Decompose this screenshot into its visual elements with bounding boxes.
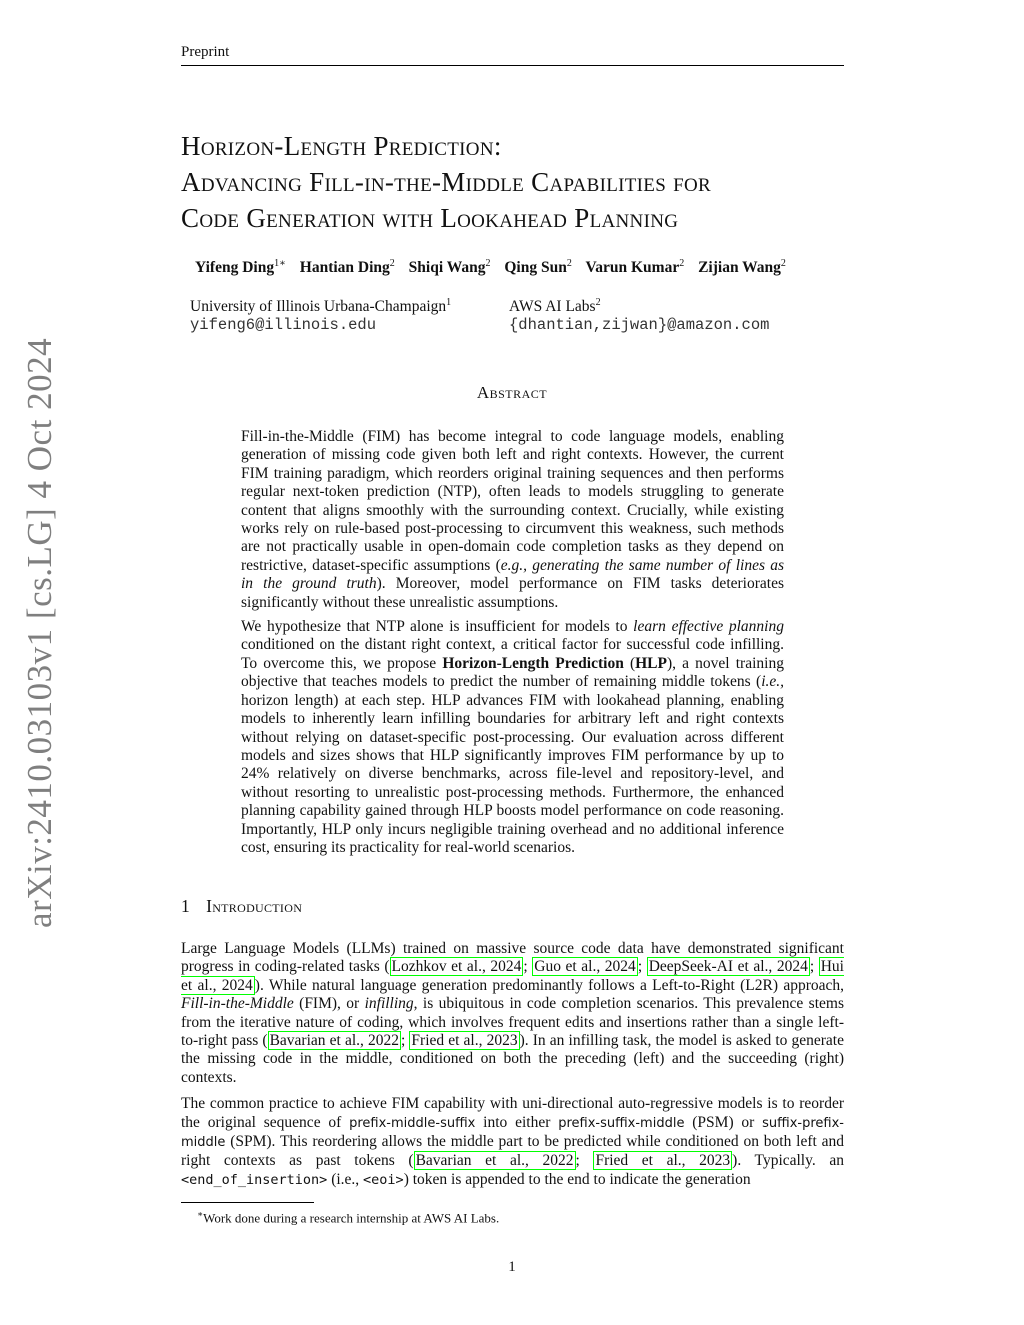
body-paragraph: Large Language Models (LLMs) trained on massive source code data have demonstrated significant progress in coding-related tasks ( Lozhkov et al., 2024 ; Guo et al., 2024 ; DeepSeek-AI et al., 2024 ; Hui et al., 2024 ). While natural language generation predominantly follows a Left-to-Right (L2R) approach, Fill-in-the-Middle (FIM), or infilling, is ubiquitous in code completion scenarios. This prevalence stems from the iterative nature of coding, which involves frequent edits and insertions rather than a single left-to-right pass ( Bavarian et al., 2022 ; Fried et al., 2023 ). In an infilling task, the model is asked to generate the missing code in the middle, conditioned on both the preceding (left) and the succeeding (right) contexts. <box>181 940 845 1086</box>
abstract-body <box>241 428 784 863</box>
author: Varun Kumar$^2$ <box>585 258 685 277</box>
header-rule <box>181 65 844 66</box>
introduction-body <box>181 940 844 1197</box>
title-line-2: Advancing Fill-in-the-Middle Capabilities for <box>181 167 711 197</box>
affiliation-name: University of Illinois Urbana-Champaign <box>190 298 447 316</box>
citation-link[interactable]: Lozhkov et al., 2024 <box>391 958 522 976</box>
affiliation-email: {dhantian,zijwan}@amazon.com <box>509 316 770 335</box>
abstract-paragraph: We hypothesize that NTP alone is insufficient for models to learn effective planning conditioned on the distant right context, a critical factor for successful code infilling. To overcome this, we propose Horizon-Length Prediction (HLP), a novel training objective that teaches models to predict the number of remaining middle tokens (i.e., horizon length) at each step. HLP advances FIM with lookahead planning, enabling models to inherently learn infilling boundaries for arbitrary left and right contexts without relying on dataset-specific post-processing. Our evaluation across different models and sizes shows that HLP significantly improves FIM performance by up to 24% relatively on diverse benchmarks, across file-level and repository-level, and without resorting to unrealistic post-processing methods. Furthermore, the enhanced planning capability gained through HLP boosts model performance on code reasoning. Importantly, HLP only incurs negligible training overhead and no additional inference cost, ensuring its practicality for real-world scenarios. <box>241 618 784 856</box>
arxiv-stamp: arXiv:2410.03103v1 [cs.LG] 4 Oct 2024 <box>20 337 59 928</box>
body-paragraph: The common practice to achieve FIM capability with uni-directional auto-regressive models is to reorder the original sequence of prefix-middle-suffix into either prefix-suffix-middle (PSM) or suffix-prefix-middle (SPM). This reordering allows the middle part to be predicted while conditioned on both left and right contexts as past tokens ( Bavarian et al., 2022 ; Fried et al., 2023 ). Typically. an <end_of_insertion> (i.e., <eoi>) token is appended to the end to indicate the generation <box>181 1095 845 1188</box>
footnote-rule <box>181 1202 314 1203</box>
abstract-paragraph: Fill-in-the-Middle (FIM) has become integral to code language models, enabling generation of missing code given both left and right contexts. However, the current FIM training paradigm, which reorders original training sequences and then performs regular next-token prediction (NTP), often leads to models struggling to generate content that aligns smoothly with the surrounding context. Crucially, while existing works rely on rule-based post-processing to circumvent this weakness, such methods are not practically usable in open-domain code completion tasks as they depend on restrictive, dataset-specific assumptions (e.g., generating the same number of lines as in the ground truth). Moreover, model performance on FIM tasks deteriorates significantly without these unrealistic assumptions. <box>241 428 784 611</box>
affiliation-aws: AWS AI Labs$^2$ {dhantian,zijwan}@amazon.com <box>509 297 770 335</box>
title-line-1: Horizon-Length Prediction: <box>181 131 502 161</box>
author: Zijian Wang$^2$ <box>698 258 786 277</box>
citation-link[interactable]: Guo et al., 2024 <box>534 958 636 976</box>
author: Qing Sun$^2$ <box>504 258 572 277</box>
citation-link[interactable]: Bavarian et al., 2022 <box>269 1032 399 1050</box>
running-header: Preprint <box>181 44 230 60</box>
citation-link[interactable]: Bavarian et al., 2022 <box>415 1152 574 1170</box>
citation-link[interactable]: Hui et al., 2024 <box>181 958 844 994</box>
footnote: ∗Work done during a research internship at AWS AI Labs. <box>197 1209 500 1226</box>
paper-title <box>181 128 861 236</box>
affiliation-uiuc: University of Illinois Urbana-Champaign$^1$ yifeng6@illinois.edu <box>190 297 452 335</box>
affiliation-email: yifeng6@illinois.edu <box>190 316 377 335</box>
page-number: 1 <box>508 1259 516 1275</box>
author: Yifeng Ding$^{1∗}$ <box>195 258 286 277</box>
author: Shiqi Wang$^2$ <box>408 258 491 277</box>
title-line-3: Code Generation with Lookahead Planning <box>181 203 679 233</box>
citation-link[interactable]: DeepSeek-AI et al., 2024 <box>648 958 808 976</box>
citation-link[interactable]: Fried et al., 2023 <box>411 1032 518 1050</box>
citation-link[interactable]: Fried et al., 2023 <box>595 1152 731 1170</box>
author: Hantian Ding$^2$ <box>299 258 395 277</box>
abstract-heading: Abstract <box>476 383 548 402</box>
author-list <box>195 258 835 277</box>
affiliation-name: AWS AI Labs <box>509 298 596 316</box>
section-heading-introduction: 1 Introduction <box>181 896 303 916</box>
